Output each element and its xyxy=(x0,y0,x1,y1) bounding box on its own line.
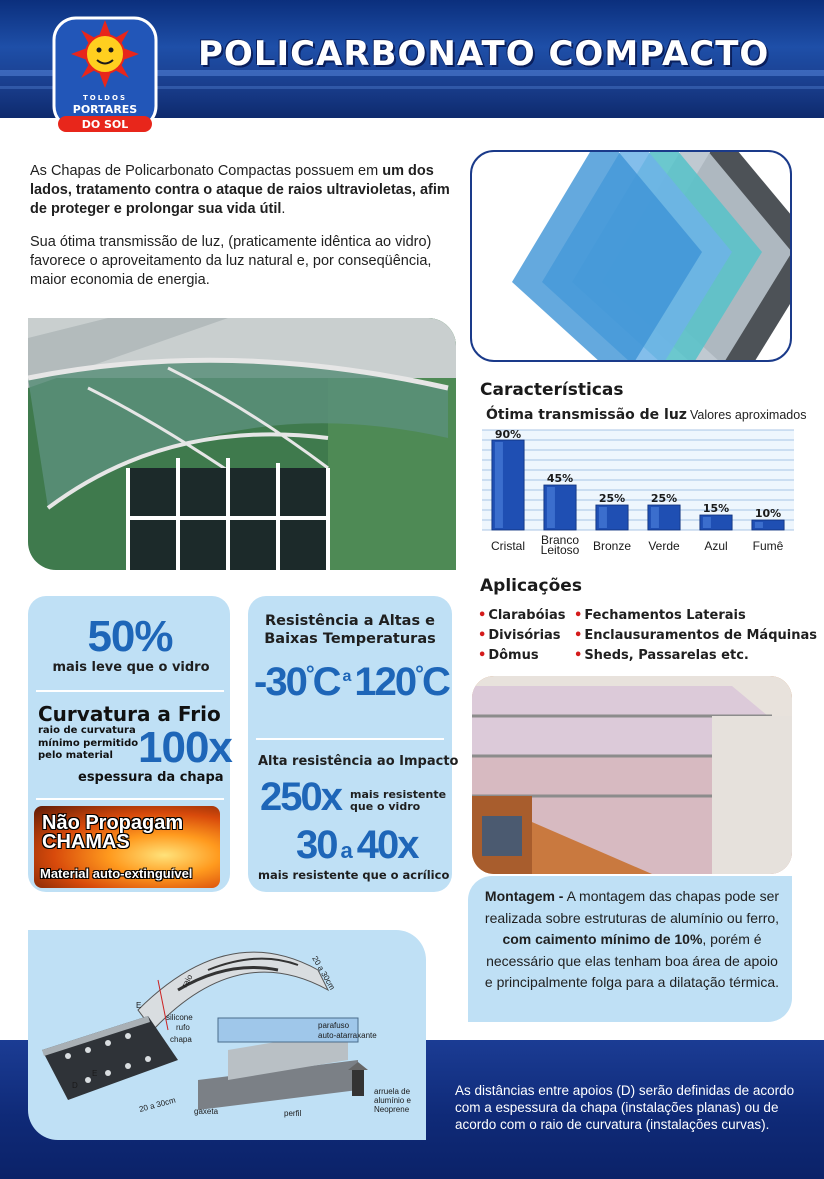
impact-glass-note: mais resistente que o vidro xyxy=(350,788,447,813)
divider xyxy=(36,690,224,692)
list-item: • Divisórias xyxy=(478,628,561,643)
diagram-label-e2: E xyxy=(92,1069,98,1078)
installation-diagram xyxy=(28,930,426,1140)
montagem-text: Montagem - A montagem das chapas pode ser realizada sobre estruturas de alumínio ou ferro, com caimento mínimo de 10%, porém é necessário que elas tenham boa área de apoio e principalmente folga para a dilatação térmica. xyxy=(484,888,780,990)
diagram-label-arruela-1: arruela de xyxy=(374,1087,411,1096)
chart-category-label: Fumê xyxy=(752,539,784,553)
light-transmission-chart xyxy=(480,424,796,564)
divider xyxy=(36,798,224,800)
diagram-label-span2: 20 a 30cm xyxy=(138,1095,177,1114)
logo-line2: DO SOL xyxy=(81,118,129,131)
cold-bending-text: espessura da chapa xyxy=(78,770,224,785)
impact-glass-value: 250x xyxy=(260,775,341,819)
chart-category-label: Bronze xyxy=(592,539,632,553)
list-item: • Fechamentos Laterais xyxy=(574,608,746,623)
logo-top-text: TOLDOS xyxy=(83,94,127,102)
diagram-label-parafuso-2: auto-atarraxante xyxy=(318,1031,377,1040)
divider xyxy=(256,738,444,740)
temperature-range: -30°C $^a$120°C xyxy=(254,660,449,704)
aplicacoes-title: Aplicações xyxy=(480,576,582,596)
diagram-label-d: D xyxy=(72,1081,78,1090)
chart-bar-highlight xyxy=(703,517,711,528)
diagram-label-silicone: silicone xyxy=(166,1013,193,1022)
chart-heading: Ótima transmissão de luz Valores aproximados xyxy=(486,407,807,423)
caracteristicas-title: Características xyxy=(480,380,624,400)
list-item: • Enclausuramentos de Máquinas xyxy=(574,628,817,643)
chart-category-label: Branco xyxy=(540,533,580,547)
diagram-label-chapa: chapa xyxy=(170,1035,192,1044)
diagram-label-e: E xyxy=(136,1001,142,1010)
cold-bending-value: 100x xyxy=(138,723,232,772)
page-title: POLICARBONATO COMPACTO xyxy=(198,34,770,74)
fire-subtitle: Material auto-extinguível xyxy=(40,866,193,881)
diagram-label-parafuso-1: parafuso xyxy=(318,1021,350,1030)
fire-title: Não Propagam CHAMAS xyxy=(42,812,184,853)
canopy-photo xyxy=(472,676,792,874)
polycarbonate-sheets-image xyxy=(470,150,792,362)
chart-bar-highlight xyxy=(755,522,763,528)
diagram-label-rufo: rufo xyxy=(176,1023,190,1032)
impact-acrylic-value: 30 a 40x xyxy=(296,823,418,867)
lightweight-text: mais leve que o vidro xyxy=(52,660,210,675)
chart-category-label: Cristal xyxy=(490,539,526,553)
chart-value-label: 25% xyxy=(650,492,678,505)
cold-bending-note: raio de curvatura mínimo permitido pelo material xyxy=(38,725,139,761)
list-item: • Dômus xyxy=(478,648,539,663)
intro-paragraph-2: Sua ótima transmissão de luz, (praticamente idêntica ao vidro) favorece o aproveitamento da luz natural e, por conseqüência, maior economia de energia. xyxy=(30,234,432,288)
diagram-label-raio: raio xyxy=(179,972,195,989)
chart-value-label: 90% xyxy=(494,428,522,441)
lightweight-value: 50% xyxy=(87,612,173,661)
diagram-label-arruela-2: alumínio e xyxy=(374,1096,411,1105)
diagram-label-arruela-3: Neoprene xyxy=(374,1105,410,1114)
impact-title: Alta resistência ao Impacto xyxy=(258,754,459,769)
chart-category-label: Verde xyxy=(648,539,680,553)
brand-logo xyxy=(50,14,160,136)
chart-bar-highlight xyxy=(547,487,555,528)
diagram-label-gaxeta: gaxeta xyxy=(194,1107,219,1116)
chart-category-label: Leitoso xyxy=(540,543,580,557)
intro-text xyxy=(30,162,450,304)
logo-line1: PORTARES xyxy=(72,103,138,116)
diagram-label-span: 20 a 30cm xyxy=(310,954,337,992)
chart-category-label: Azul xyxy=(704,539,728,553)
chart-value-label: 45% xyxy=(546,472,574,485)
chart-value-label: 25% xyxy=(598,492,626,505)
temperature-title: Resistência a Altas e Baixas Temperaturas xyxy=(264,613,436,647)
chart-value-label: 15% xyxy=(702,502,730,515)
list-item: • Clarabóias xyxy=(478,608,566,623)
cold-bending-title: Curvatura a Frio xyxy=(38,702,221,726)
fire-resistance-badge xyxy=(34,806,220,888)
chart-bar-highlight xyxy=(599,507,607,528)
chart-value-label: 10% xyxy=(754,507,782,520)
chart-bar-highlight xyxy=(495,442,503,528)
chart-bar-highlight xyxy=(651,507,659,528)
list-item: • Sheds, Passarelas etc. xyxy=(574,648,749,663)
intro-paragraph-1: As Chapas de Policarbonato Compactas possuem em um dos lados, tratamento contra o ataque de raios ultravioletas, afim de proteger e prolongar sua vida útil. xyxy=(30,163,450,217)
impact-acrylic-note: mais resistente que o acrílico xyxy=(258,868,450,882)
footer-text: As distâncias entre apoios (D) serão definidas de acordo com a espessura da chapa (instalações planas) ou de acordo com o raio de curvatura (instalações curvas). xyxy=(455,1083,795,1132)
diagram-label-perfil: perfil xyxy=(284,1109,302,1118)
curved-roof-photo xyxy=(28,318,456,570)
montagem-box xyxy=(468,876,792,1022)
